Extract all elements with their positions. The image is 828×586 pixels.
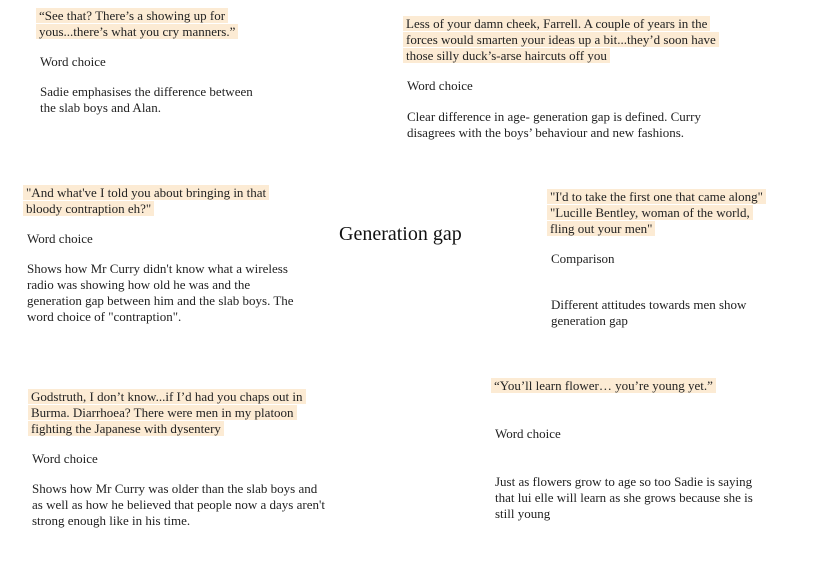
note-card-2: [403, 16, 719, 141]
page-title: Generation gap: [339, 223, 462, 245]
analysis: [403, 109, 719, 141]
analysis: [28, 481, 325, 529]
note-card-6: [491, 378, 753, 522]
quote: [403, 16, 719, 64]
technique-label: Word choice: [27, 231, 93, 246]
quote-line: "And what've I told you about bringing in that: [23, 185, 269, 200]
analysis-line: Clear difference in age- generation gap is defined. Curry: [407, 109, 701, 124]
quote-line: fling out your men": [547, 221, 655, 236]
analysis: [547, 297, 766, 329]
analysis-line: Shows how Mr Curry was older than the slab boys and: [32, 481, 318, 496]
analysis-line: the slab boys and Alan.: [40, 100, 161, 115]
analysis: [491, 474, 753, 522]
quote-line: fighting the Japanese with dysentery: [28, 421, 224, 436]
analysis-line: disagrees with the boys’ behaviour and new fashions.: [407, 125, 685, 140]
analysis-line: word choice of "contraption".: [27, 309, 182, 324]
quote-line: yous...there’s what you cry manners.”: [36, 24, 238, 39]
note-card-1: [36, 8, 253, 116]
quote-line: forces would smarten your ideas up a bit...they’d soon have: [403, 32, 719, 47]
quote: [547, 189, 766, 237]
note-card-4: [547, 189, 766, 329]
analysis: [36, 84, 253, 116]
quote-line: “See that? There’s a showing up for: [36, 8, 228, 23]
quote: [491, 378, 753, 394]
analysis-line: radio was showing how old he was and the: [27, 277, 251, 292]
technique-label: Comparison: [551, 251, 615, 266]
analysis-line: Just as flowers grow to age so too Sadie is saying: [495, 474, 753, 489]
technique-label: Word choice: [32, 451, 98, 466]
analysis-line: generation gap between him and the slab boys. The: [27, 293, 294, 308]
technique-label: Word choice: [40, 54, 106, 69]
analysis-line: still young: [495, 506, 551, 521]
quote-line: Burma. Diarrhoea? There were men in my platoon: [28, 405, 297, 420]
quote: [36, 8, 253, 40]
analysis-line: Sadie emphasises the difference between: [40, 84, 253, 99]
analysis-line: that lui elle will learn as she grows because she is: [495, 490, 753, 505]
quote: [28, 389, 325, 437]
quote-line: Godstruth, I don’t know...if I’d had you chaps out in: [28, 389, 306, 404]
note-card-5: [28, 389, 325, 529]
analysis-line: generation gap: [551, 313, 628, 328]
technique-label: Word choice: [495, 426, 561, 441]
technique-label: Word choice: [407, 78, 473, 93]
analysis-line: strong enough like in his time.: [32, 513, 191, 528]
quote-line: "Lucille Bentley, woman of the world,: [547, 205, 753, 220]
quote-line: bloody contraption eh?": [23, 201, 154, 216]
quote-line: Less of your damn cheek, Farrell. A couple of years in the: [403, 16, 710, 31]
quote-line: those silly duck’s-arse haircuts off you: [403, 48, 610, 63]
analysis: [23, 261, 294, 325]
analysis-line: as well as how he believed that people now a days aren't: [32, 497, 325, 512]
quote: [23, 185, 294, 217]
analysis-line: Shows how Mr Curry didn't know what a wireless: [27, 261, 288, 276]
note-card-3: [23, 185, 294, 325]
analysis-line: Different attitudes towards men show: [551, 297, 747, 312]
quote-line: “You’ll learn flower… you’re young yet.”: [491, 378, 716, 393]
quote-line: "I'd to take the first one that came along": [547, 189, 766, 204]
